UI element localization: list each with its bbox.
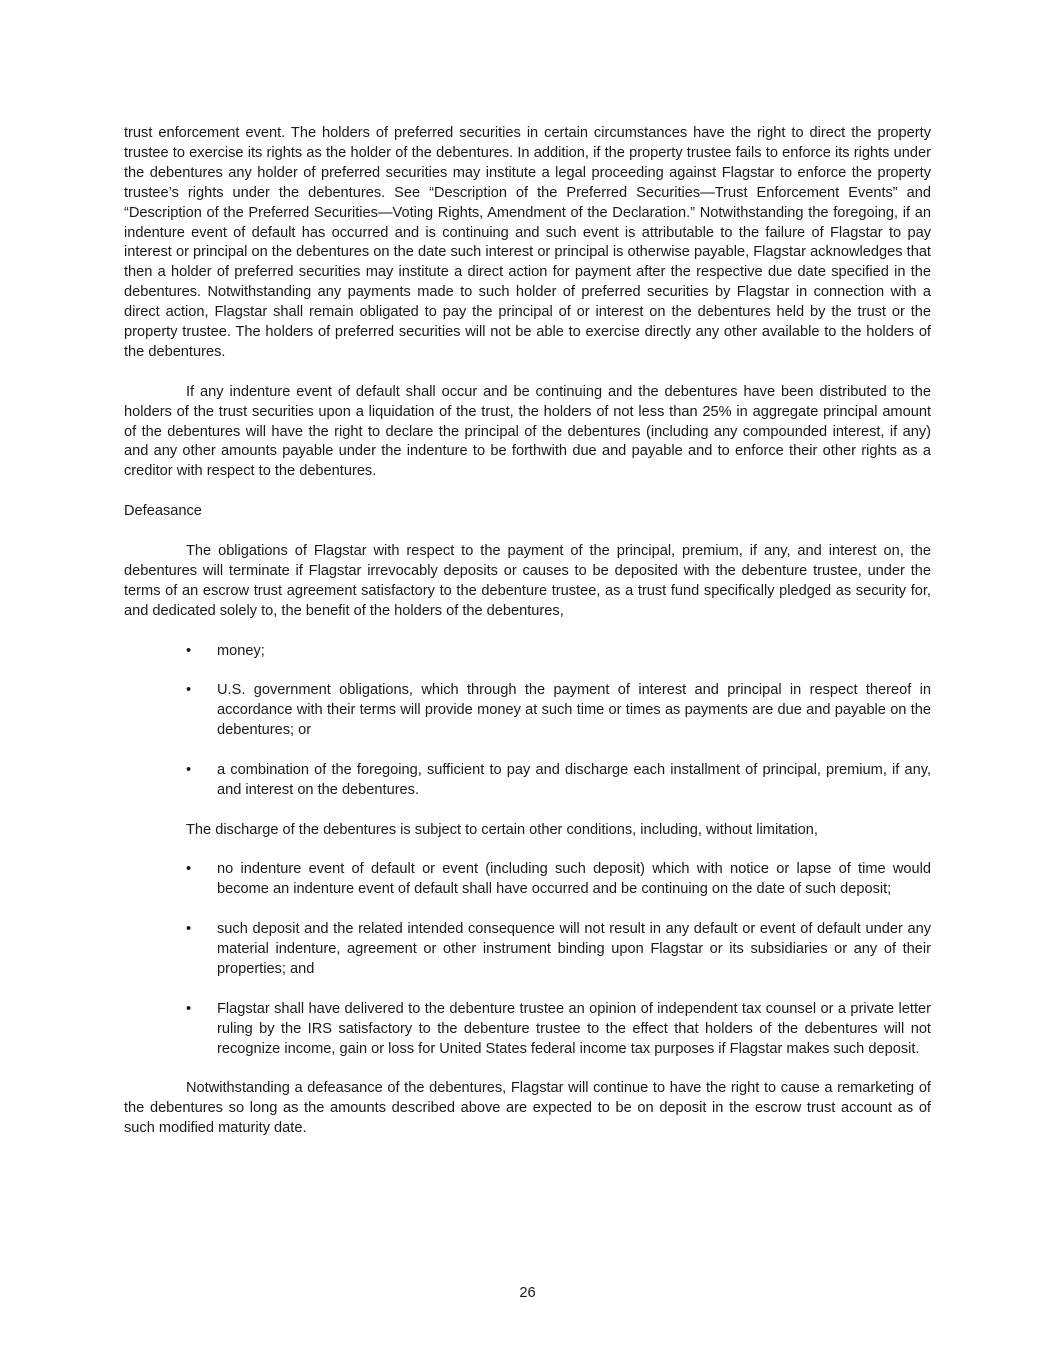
- bullet-icon: •: [186, 761, 192, 778]
- list-item: [124, 761, 931, 801]
- list-item-text: a combination of the foregoing, sufficient to pay and discharge each installment of principal, premium, if any, and interest on the debentures.: [217, 761, 931, 798]
- document-body: [124, 124, 931, 1159]
- list-item-text: money;: [217, 642, 265, 659]
- paragraph-trust-enforcement: trust enforcement event. The holders of preferred securities in certain circumstances have the right to direct the property trustee to exercise its rights as the holder of the debentures. In addition, if the property trustee fails to enforce its rights under the debentures any holder of preferred securities may institute a legal proceeding against Flagstar to enforce the property trustee’s rights under the debentures. See “Description of the Preferred Securities—Trust Enforcement Events” and “Description of the Preferred Securities—Voting Rights, Amendment of the Declaration.” Notwithstanding the foregoing, if an indenture event of default has occurred and is continuing and such event is attributable to the failure of Flagstar to pay interest or principal on the debentures on the date such interest or principal is otherwise payable, Flagstar acknowledges that then a holder of preferred securities may institute a direct action for payment after the respective due date specified in the debentures. Notwithstanding any payments made to such holder of preferred securities by Flagstar in connection with a direct action, Flagstar shall remain obligated to pay the principal of or interest on the debentures held by the trust or the property trustee. The holders of preferred securities will not be able to exercise directly any other available to the holders of the debentures.: [124, 125, 931, 360]
- paragraph-discharge-conditions: The discharge of the debentures is subject to certain other conditions, including, without limitation,: [186, 821, 818, 838]
- list-item: [124, 642, 931, 662]
- paragraph-indenture-default: If any indenture event of default shall occur and be continuing and the debentures have been distributed to the holders of the trust securities upon a liquidation of the trust, the holders of not less than 25% in aggregate principal amount of the debentures will have the right to declare the principal of the debentures (including any compounded interest, if any) and any other amounts payable under the indenture to be forthwith due and payable and to enforce their other rights as a creditor with respect to the debentures.: [124, 383, 931, 480]
- paragraph-defeasance-obligations: The obligations of Flagstar with respect to the payment of the principal, premium, if any, and interest on, the debentures will terminate if Flagstar irrevocably deposits or causes to be deposited with the debenture trustee, under the terms of an escrow trust agreement satisfactory to the debenture trustee, as a trust fund specifically pledged as security for, and dedicated solely to, the benefit of the holders of the debentures,: [124, 542, 931, 619]
- bullet-icon: •: [186, 682, 192, 699]
- bullet-icon: •: [186, 861, 192, 878]
- conditions-list: [124, 860, 931, 1059]
- bullet-icon: •: [186, 642, 192, 659]
- list-item-text: such deposit and the related intended consequence will not result in any default or event of default under any material indenture, agreement or other instrument binding upon Flagstar or its subsidiaries or any of their properties; and: [217, 921, 931, 977]
- list-item: [124, 681, 931, 741]
- page-number: 26: [519, 1285, 536, 1301]
- list-item-text: no indenture event of default or event (including such deposit) which with notice or lapse of time would become an indenture event of default shall have occurred and be continuing on the date of such deposit;: [217, 861, 931, 898]
- list-item: [124, 1000, 931, 1060]
- bullet-icon: •: [186, 1000, 192, 1017]
- list-item: [124, 920, 931, 980]
- paragraph-remarketing: Notwithstanding a defeasance of the debentures, Flagstar will continue to have the right to cause a remarketing of the debentures so long as the amounts described above are expected to be on deposit in the escrow trust account as of such modified maturity date.: [124, 1080, 931, 1137]
- bullet-icon: •: [186, 921, 192, 938]
- list-item: [124, 860, 931, 900]
- list-item-text: U.S. government obligations, which through the payment of interest and principal in respect thereof in accordance with their terms will provide money at such time or times as payments are due and payable on the debentures; or: [217, 682, 931, 739]
- deposit-list: [124, 642, 931, 801]
- section-heading-defeasance: Defeasance: [124, 503, 202, 520]
- list-item-text: Flagstar shall have delivered to the debenture trustee an opinion of independent tax counsel or a private letter ruling by the IRS satisfactory to the debenture trustee to the effect that holders of the debentures will not recognize income, gain or loss for United States federal income tax purposes if Flagstar makes such deposit.: [217, 1000, 931, 1057]
